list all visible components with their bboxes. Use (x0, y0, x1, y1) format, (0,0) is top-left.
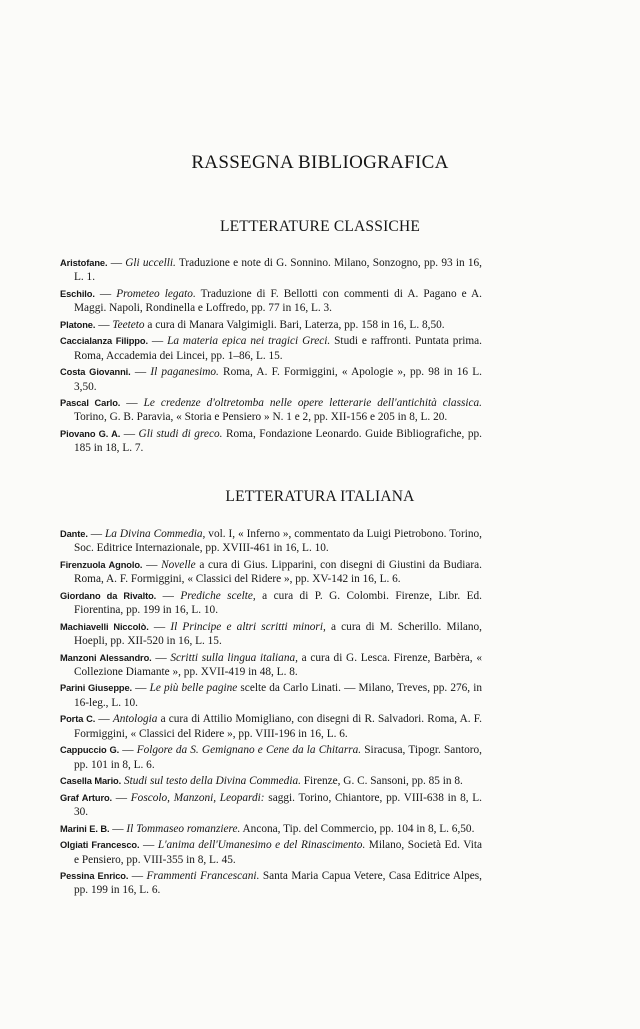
entry-separator: — (119, 744, 137, 757)
entry-title: Scritti sulla lingua italiana, (170, 651, 298, 664)
entry-details: a cura di Gius. Lipparini, con disegni di Giustini da Budiara. Roma, A. F. Formiggini, « Classici del Ridere », pp. XV-142 in 16, L. 6. (74, 558, 482, 586)
entry-title: La Divina Commedia, (105, 528, 206, 540)
entry-details: Siracusa, Tipogr. Santoro, pp. 101 in 8, L. 6. (74, 744, 482, 771)
entry-separator: — (109, 822, 127, 835)
bibliography-entry (60, 838, 482, 867)
entry-separator: — (139, 839, 158, 852)
entry-title: Il Tommaseo romanziere. (126, 822, 241, 835)
section-heading-italiana: LETTERATURA ITALIANA (225, 488, 415, 505)
entry-author: Manzoni Alessandro. (60, 652, 152, 663)
bibliography-entry (60, 589, 482, 618)
entry-title: Il Principe e altri scritti minori, (170, 620, 326, 633)
entry-title: Novelle (161, 558, 196, 571)
entry-author: Parini Giuseppe. (60, 683, 133, 694)
entry-details: a cura di M. Scherillo. Milano, Hoepli, pp. XII-520 in 16, L. 15. (74, 620, 482, 647)
entry-author: Pessina Enrico. (60, 871, 129, 882)
entry-author: Olgiati Francesco. (60, 840, 140, 851)
entry-author: Graf Arturo. (60, 792, 113, 803)
bibliography-entry (60, 396, 482, 425)
entry-title: Frammenti Francescani. (146, 870, 260, 883)
entry-author: Cappuccio G. (60, 745, 120, 756)
entry-separator: — (112, 791, 131, 804)
entry-separator: — (95, 713, 113, 726)
entry-separator: — (130, 366, 151, 379)
bibliography-entry (60, 365, 482, 394)
entry-author: Pascal Carlo. (60, 398, 121, 409)
entry-separator: — (148, 620, 171, 633)
entry-author: Caccialanza Filippo. (60, 336, 148, 347)
entry-author: Porta C. (60, 714, 96, 725)
entry-author: Aristofane. (60, 258, 108, 268)
bibliography-entry (60, 620, 482, 649)
entry-author: Eschilo. (60, 288, 95, 299)
entry-separator: — (120, 428, 139, 441)
bibliography-entry (60, 287, 482, 316)
entry-details: a cura di P. G. Colombi. Firenze, Libr. Ed. Fiorentina, pp. 199 in 16, L. 10. (74, 589, 482, 617)
entry-title: Foscolo, Manzoni, Leopardi: (130, 791, 265, 804)
bibliography-entry (60, 318, 482, 332)
entry-title: Antologia (112, 713, 158, 726)
entry-title: Il paganesimo. (150, 366, 219, 379)
bibliography-list-classiche (60, 256, 482, 458)
bibliography-entry (60, 558, 482, 587)
bibliography-entry (60, 527, 482, 556)
entry-details: scelte da Carlo Linati. — Milano, Treves, pp. 276, in 16-leg., L. 10. (74, 682, 483, 709)
entry-details: Torino, G. B. Paravia, « Storia e Pensiero » N. 1 e 2, pp. XII-156 e 205 in 8, L. 20. (74, 411, 448, 424)
entry-details: Ancona, Tip. del Commercio, pp. 104 in 8, L. 6,50. (240, 822, 475, 835)
page-title: RASSEGNA BIBLIOGRAFICA (191, 152, 449, 173)
section-heading-classiche: LETTERATURE CLASSICHE (219, 218, 421, 235)
entry-title: La materia epica nei tragici Greci. (167, 335, 331, 348)
entry-details: Traduzione e note di G. Sonnino. Milano, Sonzogno, pp. 93 in 16, L. 1. (74, 257, 482, 284)
bibliography-entry (60, 774, 482, 788)
entry-details: Santa Maria Capua Vetere, Casa Editrice Alpes, pp. 199 in 16, L. 6. (74, 870, 482, 897)
bibliography-list-italiana (60, 527, 482, 900)
entry-author: Marini E. B. (60, 823, 110, 834)
bibliography-entry (60, 743, 482, 772)
bibliography-entry (60, 791, 482, 820)
bibliography-entry (60, 822, 482, 836)
entry-title: Teeteto (112, 318, 145, 331)
entry-author: Giordano da Rivalto. (60, 590, 157, 601)
entry-separator: — (147, 335, 168, 348)
entry-details: Studi e raffronti. Puntata prima. Roma, Accademia dei Lincei, pp. 1–86, L. 15. (74, 335, 482, 362)
entry-details: a cura di Attilio Momigliano, con disegni di R. Salvadori. Roma, A. F. Formiggini, « Classici del Ridere », pp. VIII-196 in 16, L. 6. (74, 713, 482, 740)
bibliography-entry (60, 427, 482, 456)
bibliography-entry (60, 334, 482, 363)
entry-details: a cura di Manara Valgimigli. Bari, Laterza, pp. 158 in 16, L. 8,50. (144, 318, 445, 331)
entry-separator: — (132, 682, 150, 695)
entry-separator: — (95, 318, 113, 331)
entry-details: Roma, A. F. Formiggini, « Apologie », pp. 98 in 16 L. 3,50. (74, 366, 482, 393)
entry-title: Folgore da S. Gemignano e Cene da la Chitarra. (136, 744, 362, 757)
entry-title: Le più belle pagine (149, 682, 238, 695)
entry-title: Studi sul testo della Divina Commedia. (123, 775, 301, 788)
entry-separator: — (151, 651, 171, 664)
entry-details: Milano, Società Ed. Vita e Pensiero, pp. VIII-355 in 8, L. 45. (74, 839, 482, 866)
entry-separator: — (120, 397, 144, 410)
bibliography-entry (60, 681, 482, 710)
entry-author: Dante. (60, 529, 88, 539)
bibliography-entry (60, 712, 482, 741)
entry-title: L'anima dell'Umanesimo e del Rinascimento. (157, 839, 366, 852)
entry-separator: — (128, 870, 147, 883)
entry-author: Platone. (60, 319, 96, 330)
entry-separator: — (107, 257, 126, 269)
entry-author: Casella Mario. (60, 776, 122, 787)
entry-details: a cura di G. Lesca. Firenze, Barbèra, « Collezione Diamante », pp. XVII-419 in 48, L. 8. (74, 651, 482, 678)
bibliography-entry (60, 651, 482, 680)
bibliography-entry (60, 256, 482, 285)
entry-separator: — (94, 287, 117, 300)
entry-title: Le credenze d'oltretomba nelle opere letterarie dell'antichità classica. (143, 397, 482, 410)
entry-title: Prediche scelte, (180, 589, 256, 602)
entry-title: Gli uccelli. (125, 257, 176, 269)
entry-author: Firenzuola Agnolo. (60, 559, 143, 570)
entry-author: Costa Giovanni. (60, 367, 131, 378)
bibliography-entry (60, 869, 482, 898)
entry-author: Piovano G. A. (60, 429, 121, 440)
entry-details: Firenze, G. C. Sansoni, pp. 85 in 8. (300, 775, 463, 788)
entry-details: vol. I, « Inferno », commentato da Luigi Pietrobono. Torino, Soc. Editrice Internazionale, pp. XVIII-461 in 16, L. 10. (74, 528, 482, 555)
entry-details: Traduzione di F. Bellotti con commenti di A. Pagano e A. Maggi. Napoli, Rondinella e Loffredo, pp. 77 in 16, L. 3. (74, 287, 483, 315)
entry-separator: — (87, 528, 106, 540)
entry-separator: — (156, 589, 181, 602)
entry-title: Prometeo legato. (116, 287, 196, 300)
entry-details: Roma, Fondazione Leonardo. Guide Bibliografiche, pp. 185 in 18, L. 7. (74, 428, 482, 455)
entry-author: Machiavelli Niccolò. (60, 621, 149, 632)
entry-details: saggi. Torino, Chiantore, pp. VIII-638 in 8, L. 30. (74, 791, 482, 819)
entry-title: Gli studi di greco. (138, 428, 223, 441)
entry-separator: — (142, 558, 162, 571)
